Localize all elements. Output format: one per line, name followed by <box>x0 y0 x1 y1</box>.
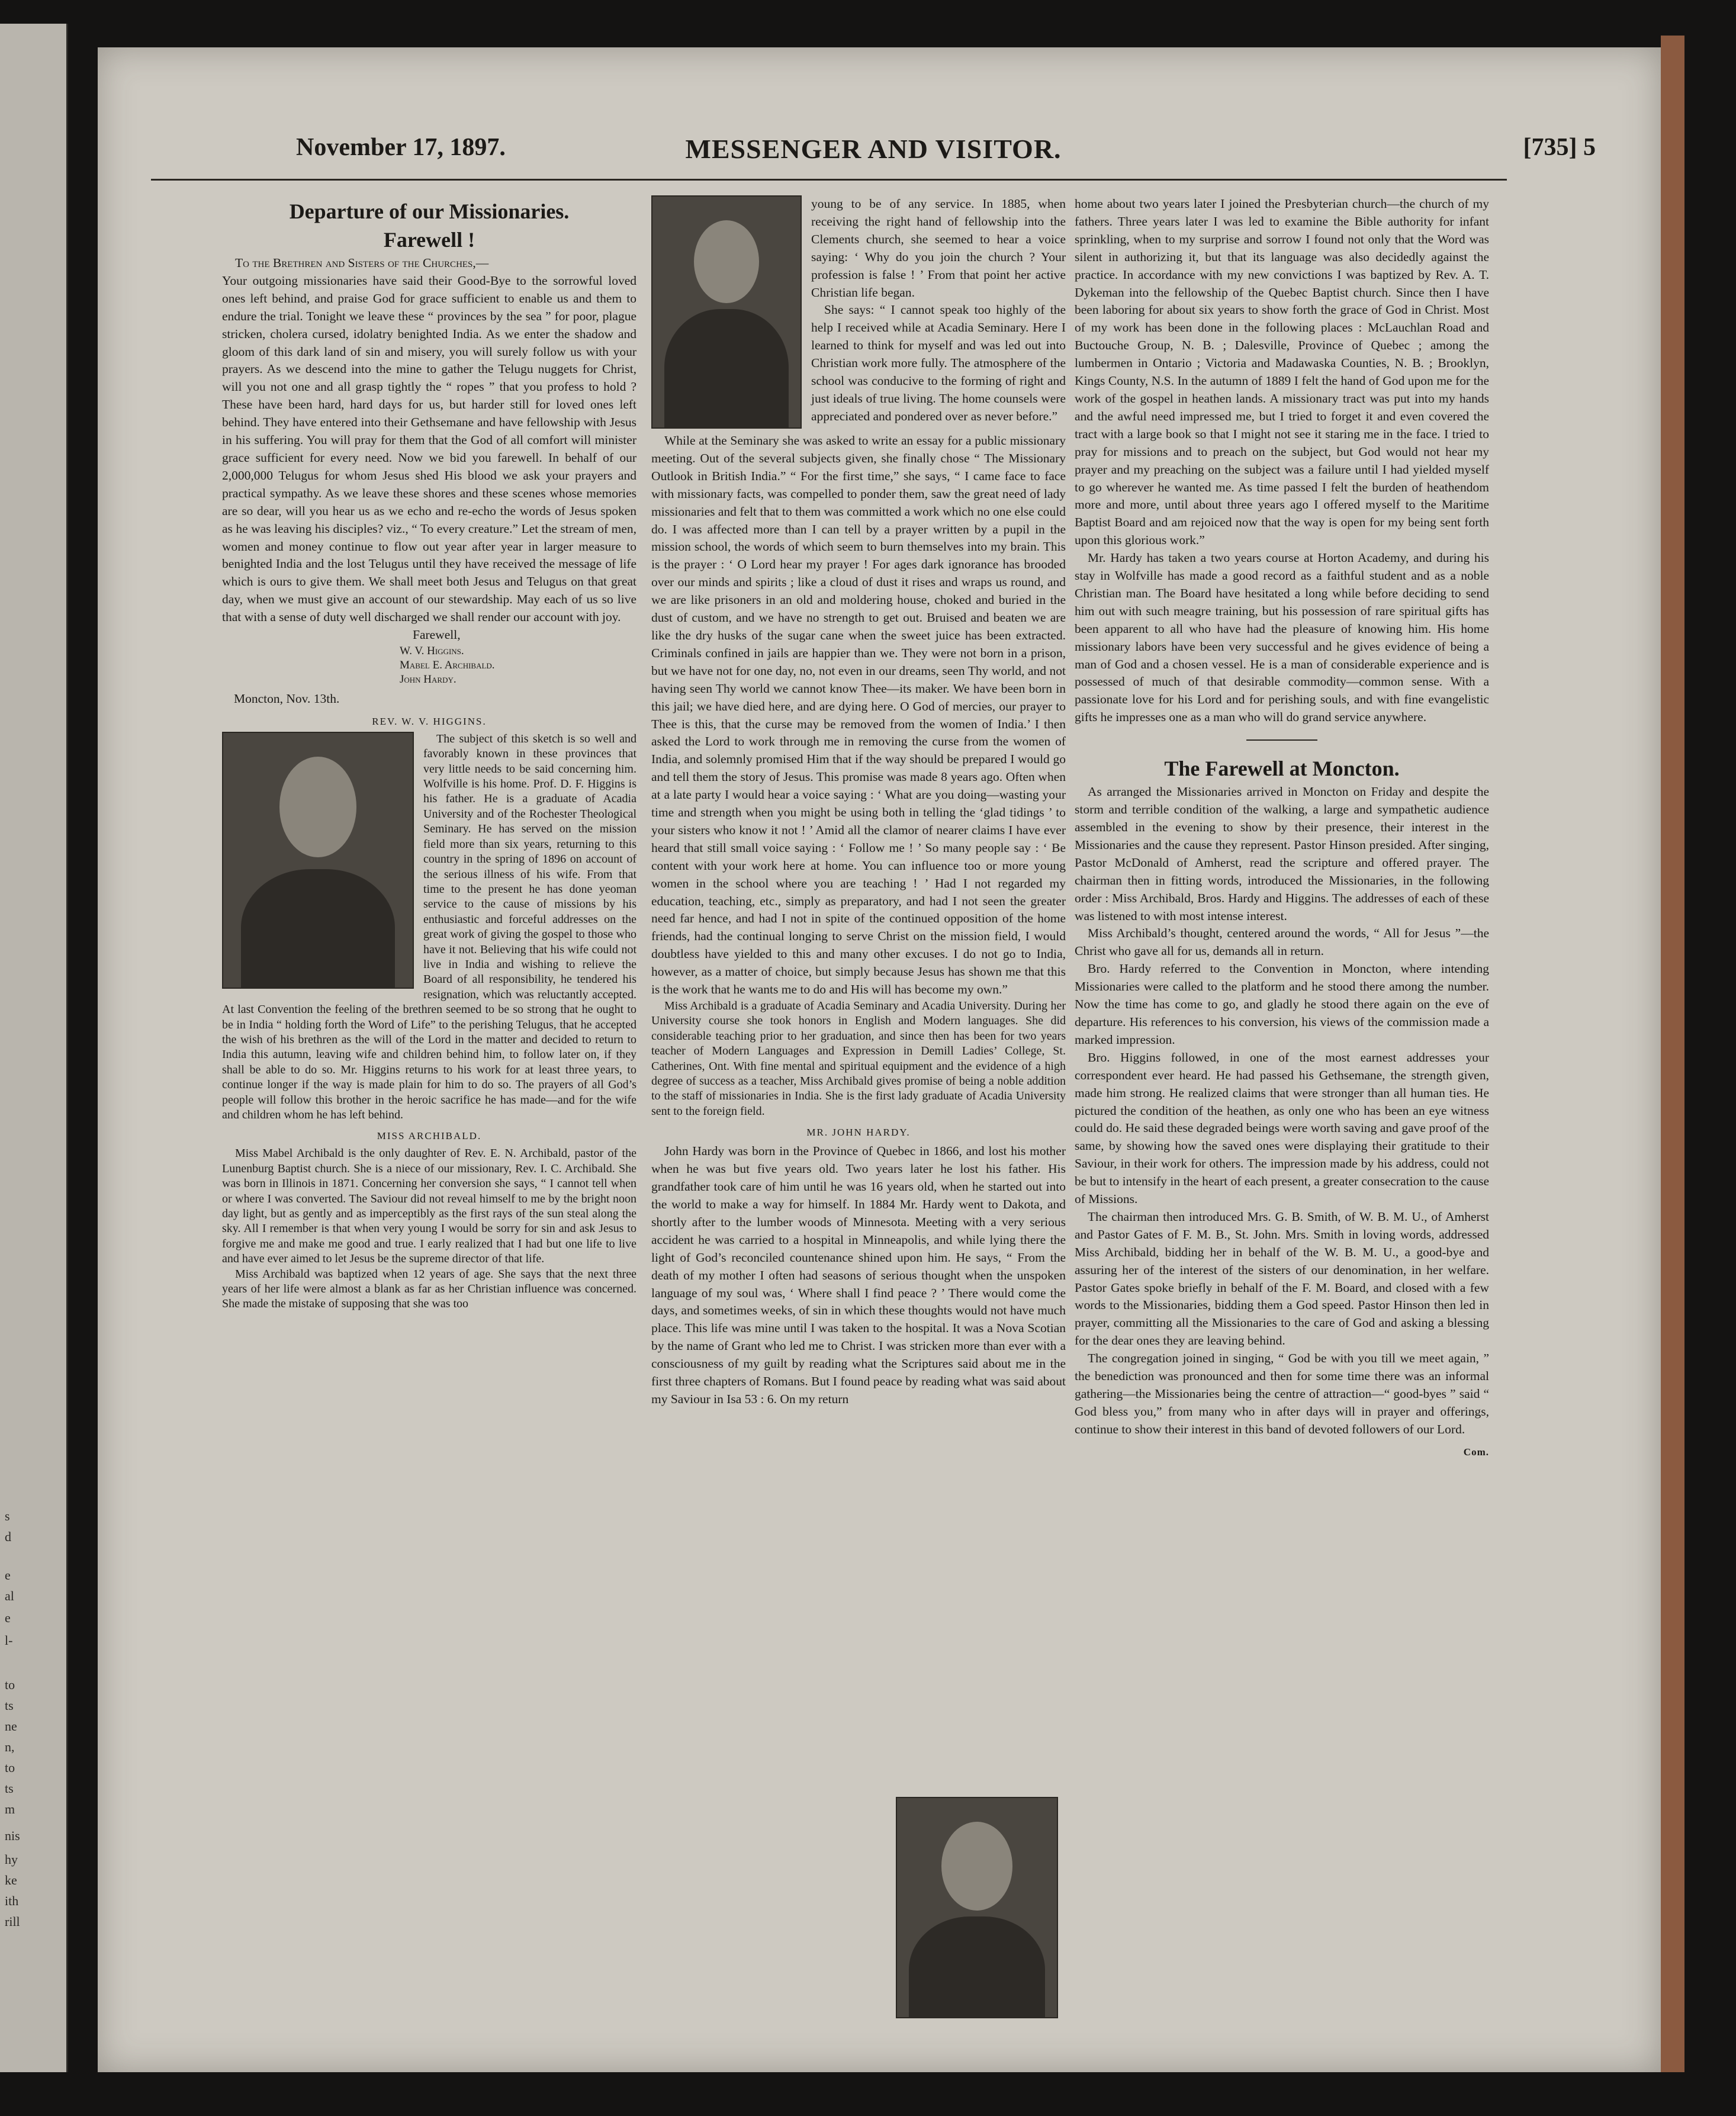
fragment-text: hy <box>5 1852 18 1867</box>
biography-archibald-cont: She says: “ I cannot speak too highly of the help I received while at Acadia Seminary. Here I learned to think for myself and was led out into Christian work more fully. The atmosphere of the school was conducive to the forming of right and just ideals of true living. The home counsels were appreciated and pondered over as never before.” <box>811 303 1066 423</box>
newspaper-page <box>98 47 1661 2072</box>
letter-closing: Farewell, <box>413 628 461 642</box>
fragment-text: rill <box>5 1914 20 1929</box>
fragment-text: ke <box>5 1873 17 1887</box>
header-rule <box>151 179 1507 181</box>
biography-archibald-cont: young to be of any service. In 1885, when receiving the right hand of fellowship into the Clements church, she seemed to hear a voice saying: ‘ Why do you join the church ? Your profession is false ! ’ From that point her active Christian life began. <box>811 197 1066 300</box>
fragment-text: ne <box>5 1719 17 1734</box>
article-paragraph: Miss Archibald’s thought, centered around the words, “ All for Jesus ”—the Christ who gave all for us, demands all in return. <box>1075 926 1489 959</box>
biography-hardy: John Hardy was born in the Province of Quebec in 1866, and lost his mother when he was but five years old. Two years later he lost his father. His grandfather took care of him until he was 16 years old, when he started out into the world to make a way for himself. In 1884 Mr. Hardy went to Dakota, and shortly after to the lumber woods of Minnesota. Meeting with a very serious accident he was carried to a hospital in Minneapolis, and while lying there the light of God’s reconciled countenance shined upon him. He says, “ From the death of my mother I often had seasons of serious thought when the unspoken language of my soul was, ‘ Where shall I find peace ? ’ There would come the days, and sometimes weeks, of sin in which these thoughts would not have much place. This life was mine until I was taken to the hospital. It was a Nova Scotian by the name of Grant who led me to Christ. I was stricken more than ever with a consciousness of my guilt by reading what the Scriptures said about me in the first three chapters of Romans. But I found peace by reading what was said about my Saviour in Isa 53 : 6. On my return <box>651 1144 1066 1406</box>
biography-higgins: The subject of this sketch is so well and favorably known in these provinces that very little needs to be said concerning him. Wolfville is his home. Prof. D. F. Higgins is his father. He is a graduate of Acadia University and of the Rochester Theological Seminary. He has served on the mission field more than six years, returning to this country in the spring of 1896 on account of the serious illness of his wife. From that time to the present he has done yeoman service to the cause of missions by his enthusiastic and forceful addresses on the great work of giving the gospel to those who have it not. Believing that his wife could not live in India and wishing to relieve the Board of all responsibility, he tendered his resignation, which was reluctantly accepted. At last Convention the feeling of the brethren seemed to be so strong that he ought to be in India “ holding forth the Word of Life” to the perishing Telugus, that he accepted the wish of his brethren as the will of the Lord in the matter and decided to return to India this autumn, leaving wife and children behind him, to follow later on, if they shall be able to do so. Mr. Higgins returns to his work for at least three years, to continue longer if the way is made plain for him to do so. The prayers of all God’s people will follow this brother in the heroic sacrifice he has made—and for the wife and children whom he has left behind. <box>222 732 636 1121</box>
portrait-hardy <box>896 1797 1058 2018</box>
portrait-body <box>241 869 395 989</box>
masthead-title: MESSENGER AND VISITOR. <box>685 134 1062 164</box>
fragment-text: e <box>5 1610 11 1625</box>
correspondent-signoff: Com. <box>1463 1446 1489 1458</box>
portrait-higgins <box>222 732 414 989</box>
biography-hardy-cont: Mr. Hardy has taken a two years course at Horton Academy, and during his stay in Wolfville has made a good record as a faithful student and as a noble Christian man. The Board have hesitated a long while before deciding to send him out with such meagre training, but his possession of rare spiritual gifts has been apparent to all who have had the pleasure of knowing him. His home missionary labors have been very successful and he gives evidence of being a man of God and a chosen vessel. He is a man of considerable experience and is possessed of much of that desirable commodity—common sense. With a passionate love for his Lord and for perishing souls, and with fine evangelistic gifts he impresses one as a man who will do grand service anywhere. <box>1075 551 1489 725</box>
fragment-text: to <box>5 1677 15 1692</box>
fragment-text: al <box>5 1588 14 1603</box>
page-edge <box>1661 36 1684 2072</box>
signatory: Mabel E. Archibald. <box>400 658 495 671</box>
section-heading: REV. W. V. HIGGINS. <box>372 715 487 727</box>
signatory: W. V. Higgins. <box>400 644 464 657</box>
portrait-head <box>279 757 356 857</box>
letter-salutation: To the Brethren and Sisters of the Churches,— <box>235 256 489 270</box>
fragment-text: s <box>5 1509 10 1523</box>
fragment-text: n, <box>5 1739 15 1754</box>
fragment-text: nis <box>5 1828 20 1843</box>
section-heading: MR. JOHN HARDY. <box>806 1127 911 1139</box>
fragment-text: d <box>5 1529 11 1544</box>
column-1 <box>222 195 636 2049</box>
article-subheadline: Farewell ! <box>383 228 475 252</box>
signatory: John Hardy. <box>400 673 456 686</box>
letter-place-date: Moncton, Nov. 13th. <box>234 691 340 706</box>
biography-archibald-cont: While at the Seminary she was asked to write an essay for a public missionary meeting. Out of the several subjects given, she finally chose “ The Missionary Outlook in British India.” “ For the first time,” she says, “ I came face to face with missionary facts, was compelled to ponder them, saw the great need of lady missionaries and felt that to them was committed a work which no one else could do. I was affected more than I can tell by a prayer written by a pupil in the mission school, the words of which seem to burn themselves into my brain. This is the prayer : ‘ O Lord hear my prayer ! For ages dark ignorance has brooded over our minds and spirits ; like a cloud of dust it rises and wraps us round, and we are like prisoners in an old and moldering house, choked and buried in the dust of custom, and we have no strength to get out. Bruised and beaten we are like the dry husks of the sugar cane when the sweet juice has been extracted. Criminals confined in jails are happier than we. They were not born in a prison, but we have not for one day, no, not even in our dreams, seen Thy world, and not having seen Thy world we cannot know Thee—its maker. We have been born in this jail; we have died here, and are dying here. O God of mercies, our prayer to Thee is this, that the curse may be removed from the women of India.’ I then asked the Lord to work through me in removing the curse from the women of India, and solemnly promised Him that if the way should be prepared I would go and tell them the story of Jesus. This promise was made 8 years ago. Often when at a late party I would hear a voice saying : ‘ What are you doing—wasting your time and strength when you might be using both in telling the ‘glad tidings ’ to your sisters who know it not ! ’ Amid all the clamor of nearer claims I have ever heard that still small voice saying : ‘ Follow me ! ’ So many people say : ‘ Be content with your work here at home. You can influence too or more young women in the school where you are teaching ! ’ Had I not regarded my education, teaching, etc., simply as preparatory, and had I not seen the greater need far hence, and had I not in spite of the continued opposition of the home friends, had the continual longing to serve Christ on the mission field, I would doubtless have yielded to this and many other excuses. I do not go to India, however, as a matter of choice, but simply because Jesus has shown me that this is the work that he wants me to do and His will has become my own.” <box>651 433 1066 997</box>
fragment-text: l- <box>5 1633 13 1648</box>
portrait-head <box>941 1822 1012 1911</box>
article-paragraph: The chairman then introduced Mrs. G. B. Smith, of W. B. M. U., of Amherst and Pastor Gates of F. M. B., St. John. Mrs. Smith in loving words, addressed Miss Archibald, bidding her in behalf of the W. B. M. U., a good-bye and assuring her of the interest of the sisters of our denomination, in her welfare. Pastor Gates spoke briefly in behalf of the F. M. Board, and closed with a few words to the Missionaries, bidding them a God speed. Pastor Hinson then led in prayer, committing all the Missionaries to the care of God and asking a blessing for the dear ones they are leaving behind. <box>1075 1209 1489 1348</box>
portrait-archibald <box>651 195 802 429</box>
fragment-text: ts <box>5 1781 14 1796</box>
article-paragraph: The congregation joined in singing, “ God be with you till we meet again, ” the benediction was pronounced and then for some time there was an informal gathering—the Missionaries being the centre of attraction—“ good-byes ” said “ God bless you,” from many who in after days will in prayer and offerings, continue to show their interest in this band of devoted followers of our Lord. <box>1075 1351 1489 1436</box>
article-paragraph: Bro. Hardy referred to the Convention in Moncton, where intending Missionaries were called to the platform and he stood there among the number. Now the time has come to go, and gladly he stood there again on the eve of departure. His references to his conversion, his views of the commission made a marked impression. <box>1075 961 1489 1047</box>
portrait-body <box>664 309 789 429</box>
column-2 <box>651 195 1066 2049</box>
issue-date: November 17, 1897. <box>296 134 506 161</box>
adjacent-page-fragment <box>0 24 68 2072</box>
article-headline: The Farewell at Moncton. <box>1164 757 1400 781</box>
fragment-text: ts <box>5 1698 14 1713</box>
portrait-head <box>694 220 759 303</box>
fragment-text: e <box>5 1568 11 1583</box>
letter-body: Your outgoing missionaries have said their Good-Bye to the sorrowful loved ones left behind, and praise God for grace sufficient to enable us and them to endure the trial. Tonight we leave these “ provinces by the sea ” for poor, plague stricken, cholera cursed, idolatry benighted India. As we enter the shadow and gloom of this dark land of sin and misery, you will surely follow us with your prayers. As we descend into the mine to gather the Telugu nuggets for Christ, will you not one and all grasp tightly the “ ropes ” that you profess to hold ? These have been hard, hard days for us, but harder still for loved ones left behind. They have entered into their Gethsemane and have fellowship with Jesus in his suffering. You will pray for them that the God of all comfort will minister grace sufficient for every need. Now we bid you farewell. In behalf of our 2,000,000 Telugus for whom Jesus shed His blood we ask your prayers and practical sympathy. As we leave these shores and these scenes whose memories are so dear, will you hear us as we echo and re-echo the words of Jesus spoken as he was leaving his disciples? viz., “ To every creature.” Let the stream of men, women and money continue to flow out year after year in larger measure to benighted India and the lost Telugus until they have received the message of life which is ours to give them. We shall meet both Jesus and Telugus on that great day, when we must give an account of our stewardship. May each of us so live that with a sense of duty well discharged we shall render our account with joy. <box>222 273 636 625</box>
section-heading: MISS ARCHIBALD. <box>377 1130 482 1142</box>
biography-archibald-cont: Miss Archibald is a graduate of Acadia Seminary and Acadia University. During her University course she took honors in English and Modern languages. She did considerable teaching prior to her graduation, and since then has been for two years teacher of Modern Languages and Expression in Demill Ladies’ College, St. Catherines, Ont. With fine mental and spiritual equipment and the evidence of a high degree of success as a teacher, Miss Archibald gives promise of being a noble addition to the staff of missionaries in India. She is the first lady graduate of Acadia University sent to the foreign field. <box>651 999 1066 1118</box>
biography-hardy-cont: home about two years later I joined the Presbyterian church—the church of my fathers. Three years later I was led to examine the Bible authority for infant sprinkling, when to my surprise and sorrow I found not only that the Word was silent in authorizing it, but that its language was also decidedly against the practice. In accordance with my new convictions I was baptized by Rev. A. T. Dykeman into the fellowship of the Quebec Baptist church. Since then I have been laboring for about six years to show forth the grace of God in Christ. Most of my work has been done in the following places : McLauchlan Road and Buctouche Group, N. B. ; Dalesville, Province of Quebec ; among the lumbermen in Ontario ; Victoria and Madawaska Counties, N. B. ; Brooklyn, Kings County, N.S. In the autumn of 1889 I felt the hand of God upon me for the work of the gospel in heathen lands. A missionary tract was put into my hands and the awful need impressed me, but I tried to forget it and even covered the tract with a large book so that I might not see it staring me in the face. I tried to pray for missions and to preach on the subject, but God would not hear my prayer and my preaching on the subject was a failure until I had yielded myself to go wherever he wanted me. As time passed I felt the burden of heathendom more and more, until about three years ago I offered myself to the Maritime Baptist Board and am rejoiced now that the way is open for my being sent forth upon this glorious work.” <box>1075 197 1489 548</box>
article-paragraph: As arranged the Missionaries arrived in Moncton on Friday and despite the storm and terrible condition of the walking, a large and sympathetic audience assembled in the evening to show by their presence, their interest in the Missionaries and the cause they represent. Pastor Hinson presided. After singing, Pastor McDonald of Amherst, read the scripture and offered prayer. The chairman then in fitting words, introduced the Missionaries, in the following order : Miss Archibald, Bros. Hardy and Higgins. The addresses of each of these was listened to with most intense interest. <box>1075 784 1489 923</box>
section-divider <box>1246 739 1317 741</box>
fragment-text: ith <box>5 1893 19 1908</box>
biography-archibald-2: Miss Archibald was baptized when 12 years of age. She says that the next three years of her life were almost a blank as far as her Christian influence was concerned. She made the mistake of supposing that she was too <box>222 1267 636 1311</box>
page-number: [735] 5 <box>1523 134 1596 161</box>
fragment-text: m <box>5 1802 15 1816</box>
article-paragraph: Bro. Higgins followed, in one of the most earnest addresses your correspondent ever heard. He had passed his Gethsemane, the strength given, made him strong. He realized claims that were stronger than all human ties. He pictured the condition of the heathen, as only one who has been an eye witness could do. He said these degraded beings were worth saving and gave proof of the same, by showing how the saved ones were displaying their gratitude to their Saviour, in their work for others. The impression made by his address, could not be but to intensify in the heart of each present, a greater consecration to the cause of Missions. <box>1075 1050 1489 1207</box>
portrait-body <box>909 1916 1045 2018</box>
column-3 <box>1075 195 1489 2049</box>
fragment-text: to <box>5 1760 15 1775</box>
article-headline: Departure of our Missionaries. <box>289 200 570 223</box>
biography-archibald: Miss Mabel Archibald is the only daughter of Rev. E. N. Archibald, pastor of the Lunenburg Baptist church. She is a niece of our missionary, Rev. I. C. Archibald. She was born in Illinois in 1871. Concerning her conversion she says, “ I cannot tell when or where I was converted. The Saviour did not reveal himself to me by the bright noon day light, but as gently and as imperceptibly as the first rays of the sun steal along the sky. All I remember is that when very young I would be sorry for sin and ask Jesus to forgive me and make me good and true. I early realized that I had but one life to live and have ever aimed to let Jesus be the supreme director of that life. <box>222 1147 636 1266</box>
